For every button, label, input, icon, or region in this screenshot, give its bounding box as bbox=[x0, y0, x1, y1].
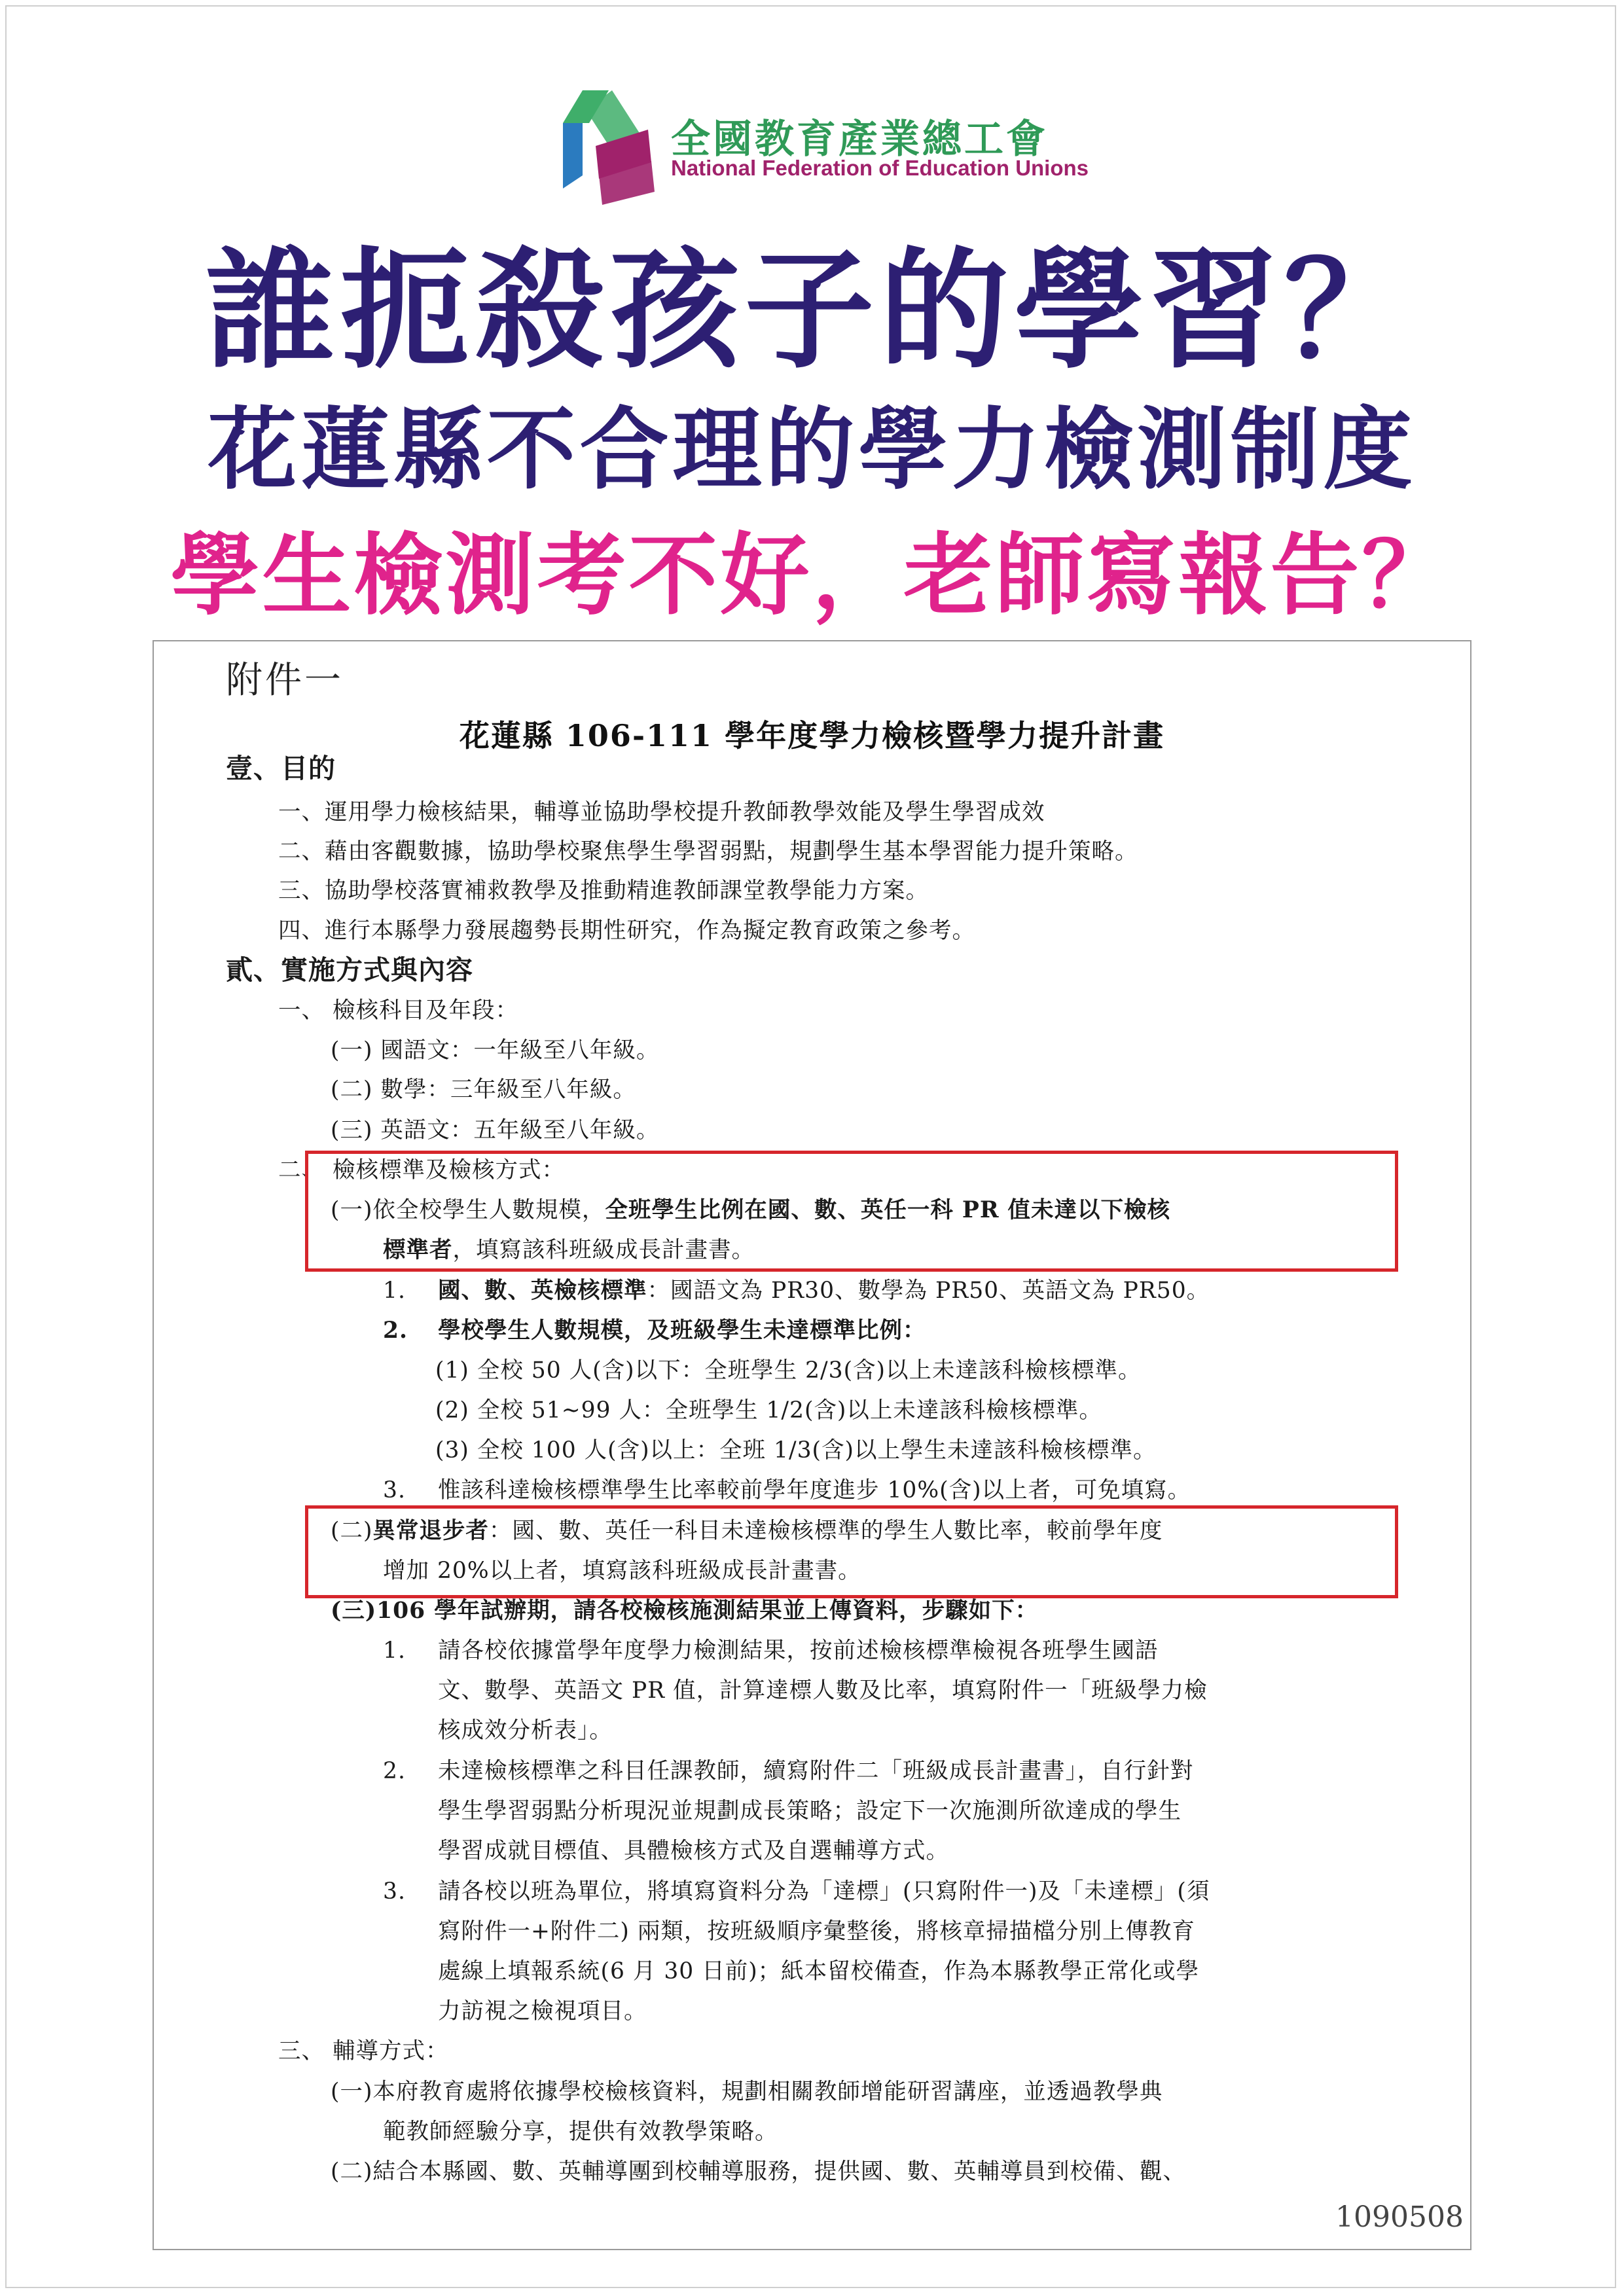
purpose-item: 一、運用學力檢核結果，輔導並協助學校提升教師教學效能及學生學習成效 bbox=[278, 799, 1045, 825]
section-heading-implementation: 貳、實施方式與內容 bbox=[226, 954, 473, 986]
step-line: 請各校依據當學年度學力檢測結果，按前述檢核標準檢視各班學生國語 bbox=[438, 1638, 1159, 1664]
numbered-item-2 bbox=[383, 1316, 926, 1345]
text-span-bold: 國、數、英檢核標準 bbox=[438, 1278, 647, 1304]
numbered-item-1 bbox=[383, 1276, 1210, 1305]
subject-item: (一) 國語文：一年級至八年級。 bbox=[331, 1037, 660, 1064]
text-span-bold: 全班學生比例在國、數、英任一科 PR 值未達以下檢核 bbox=[605, 1197, 1171, 1223]
purpose-item: 四、進行本縣學力發展趨勢長期性研究，作為擬定教育政策之參考。 bbox=[278, 918, 975, 944]
subsection-heading: 三、 輔導方式： bbox=[278, 2038, 449, 2064]
text-span: (二) bbox=[331, 1518, 373, 1544]
text-span: ，填寫該科班級成長計畫書。 bbox=[452, 1237, 755, 1263]
subject-item: (三) 英語文：五年級至八年級。 bbox=[331, 1117, 660, 1143]
step-line: 文、數學、英語文 PR 值，計算達標人數及比率，填寫附件一「班級學力檢 bbox=[438, 1677, 1208, 1704]
item-number: 3. bbox=[383, 1477, 406, 1503]
text-span: 惟該科達檢核標準學生比率較前學年度進步 10%(含)以上者，可免填寫。 bbox=[438, 1477, 1191, 1503]
text-span: (一)依全校學生人數規模， bbox=[331, 1197, 605, 1223]
step-line: 核成效分析表」。 bbox=[438, 1717, 613, 1744]
subsection-heading: 一、 檢核科目及年段： bbox=[278, 997, 518, 1024]
text-span-bold: 學校學生人數規模，及班級學生未達標準比例： bbox=[438, 1318, 926, 1344]
headline-main: 誰扼殺孩子的學習？ bbox=[205, 235, 1419, 386]
org-name-zh: 全國教育產業總工會 bbox=[671, 117, 1048, 162]
document-title: 花蓮縣 106-111 學年度學力檢核暨學力提升計畫 bbox=[459, 718, 1165, 753]
ratio-item: (2) 全校 51~99 人：全班學生 1/2(含)以上未達該科檢核標準。 bbox=[435, 1397, 1102, 1424]
guidance-line: (二)結合本縣國、數、英輔導團到校輔導服務，提供國、數、英輔導員到校備、觀、 bbox=[331, 2159, 1186, 2185]
org-name-en: National Federation of Education Unions bbox=[671, 156, 1089, 180]
text-span: ：國語文為 PR30、數學為 PR50、英語文為 PR50。 bbox=[647, 1278, 1210, 1304]
headline-accent: 學生檢測考不好，老師寫報告？ bbox=[170, 524, 1454, 628]
step-line: 力訪視之檢視項目。 bbox=[438, 1998, 647, 2024]
purpose-item: 二、藉由客觀數據，協助學校聚焦學生學習弱點，規劃學生基本學習能力提升策略。 bbox=[278, 838, 1138, 865]
ratio-item: (3) 全校 100 人(含)以上：全班 1/3(含)以上學生未達該科檢核標準。 bbox=[435, 1437, 1157, 1463]
guidance-line: 範教師經驗分享，提供有效教學策略。 bbox=[383, 2119, 778, 2145]
trial-period-heading: (三)106 學年試辦期，請各校檢核施測結果並上傳資料，步驟如下： bbox=[331, 1598, 1039, 1624]
purpose-item: 三、協助學校落實補救教學及推動精進教師課堂教學能力方案。 bbox=[278, 878, 929, 904]
step-number: 3. bbox=[383, 1878, 406, 1905]
attachment-label: 附件一 bbox=[226, 659, 344, 702]
step-line: 未達檢核標準之科目任課教師，續寫附件二「班級成長計畫書」，自行針對 bbox=[438, 1758, 1194, 1784]
highlight-box-regression bbox=[305, 1505, 1398, 1598]
subject-item: (二) 數學：三年級至八年級。 bbox=[331, 1077, 636, 1103]
union-logo-icon bbox=[556, 84, 661, 208]
step-line: 請各校以班為單位，將填寫資料分為「達標」(只寫附件一)及「未達標」(須 bbox=[438, 1878, 1210, 1905]
document-date-code: 1090508 bbox=[1335, 2200, 1464, 2234]
step-number: 1. bbox=[383, 1638, 406, 1664]
text-span-bold: 異常退步者 bbox=[372, 1518, 489, 1544]
regression-paragraph-cont: 增加 20%以上者，填寫該科班級成長計畫書。 bbox=[383, 1558, 861, 1584]
step-line: 寫附件一+附件二) 兩類，按班級順序彙整後，將核章掃描檔分別上傳教育 bbox=[438, 1918, 1195, 1945]
step-line: 學生學習弱點分析現況並規劃成長策略；設定下一次施測所欲達成的學生 bbox=[438, 1798, 1182, 1824]
numbered-item-3 bbox=[383, 1476, 1191, 1505]
subsection-heading: 二、 檢核標準及檢核方式： bbox=[278, 1157, 565, 1183]
item-number: 1. bbox=[383, 1278, 406, 1304]
ratio-item: (1) 全校 50 人(含)以下：全班學生 2/3(含)以上未達該科檢核標準。 bbox=[435, 1357, 1142, 1384]
guidance-line: (一)本府教育處將依據學校檢核資料，規劃相關教師增能研習講座，並透過教學典 bbox=[331, 2079, 1163, 2105]
step-line: 學習成就目標值、具體檢核方式及自選輔導方式。 bbox=[438, 1838, 949, 1864]
step-number: 2. bbox=[383, 1758, 406, 1784]
section-heading-purpose: 壹、目的 bbox=[226, 753, 336, 784]
highlight-box-criteria bbox=[305, 1151, 1398, 1272]
item-number: 2. bbox=[383, 1318, 408, 1344]
step-line: 處線上填報系統(6 月 30 日前)；紙本留校備查，作為本縣教學正常化或學 bbox=[438, 1958, 1200, 1984]
text-span-bold: 標準者 bbox=[383, 1237, 453, 1263]
text-span: ：國、數、英任一科目未達檢核標準的學生人數比率，較前學年度 bbox=[488, 1518, 1163, 1544]
headline-sub: 花蓮縣不合理的學力檢測制度 bbox=[208, 399, 1416, 502]
